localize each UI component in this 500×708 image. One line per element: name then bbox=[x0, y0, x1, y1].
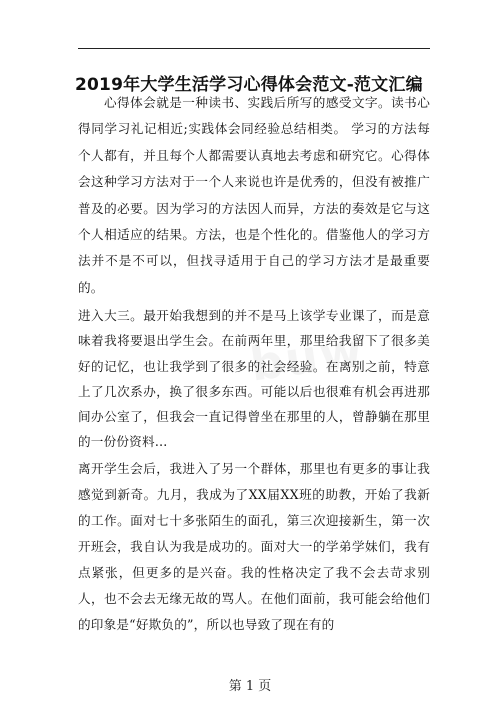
paragraph-teaching-assistant: 离开学生会后，我进入了另一个群体，那里也有更多的事让我感觉到新奇。九月，我成为了XX届XX班的助教，开始了我新的工作。面对七十多张陌生的面孔，第三次迎接新生，第一次开班会，我自认为我是成功的。面对大一的学弟学妹们，我有点紧张，但更多的是兴奋。我的性格决定了我不会去苛求别人，也不会去无缘无故的骂人。在他们面前，我可能会给他们的印象是“好欺负的”，所以也导致了现在有的 bbox=[78, 461, 430, 633]
page-number: 第 1 页 bbox=[228, 679, 272, 694]
paragraph-junior-year: 进入大三。最开始我想到的并不是马上该学专业课了，而是意味着我将要退出学生会。在前两年里，那里给我留下了很多美好的记忆，也让我学到了很多的社会经验。在离别之前，特意上了几次系办，换了很多东西。可能以后也很难有机会再进那间办公室了，但我会一直记得曾坐在那里的人，曾静躺在那里的一份份资料… bbox=[78, 308, 430, 450]
document-body bbox=[78, 90, 430, 638]
document-title: 2019年大学生活学习心得体会范文-范文汇编 bbox=[75, 75, 423, 96]
header-rule bbox=[78, 48, 430, 49]
paragraph-intro: 心得体会就是一种读书、实践后所写的感受文字。读书心得同学习礼记相近;实践体会同经验总结相类。 学习的方法每个人都有，并且每个人都需要认真地去考虑和研究它。心得体会这种学习方法对于一个人来说也许是优秀的，但没有被推广普及的必要。因为学习的方法因人而异，方法的奏效是它与这个人相适应的结果。方法，也是个性化的。借鉴他人的学习方法并不是不可以，但找寻适用于自己的学习方法才是最重要的。 bbox=[78, 95, 430, 295]
